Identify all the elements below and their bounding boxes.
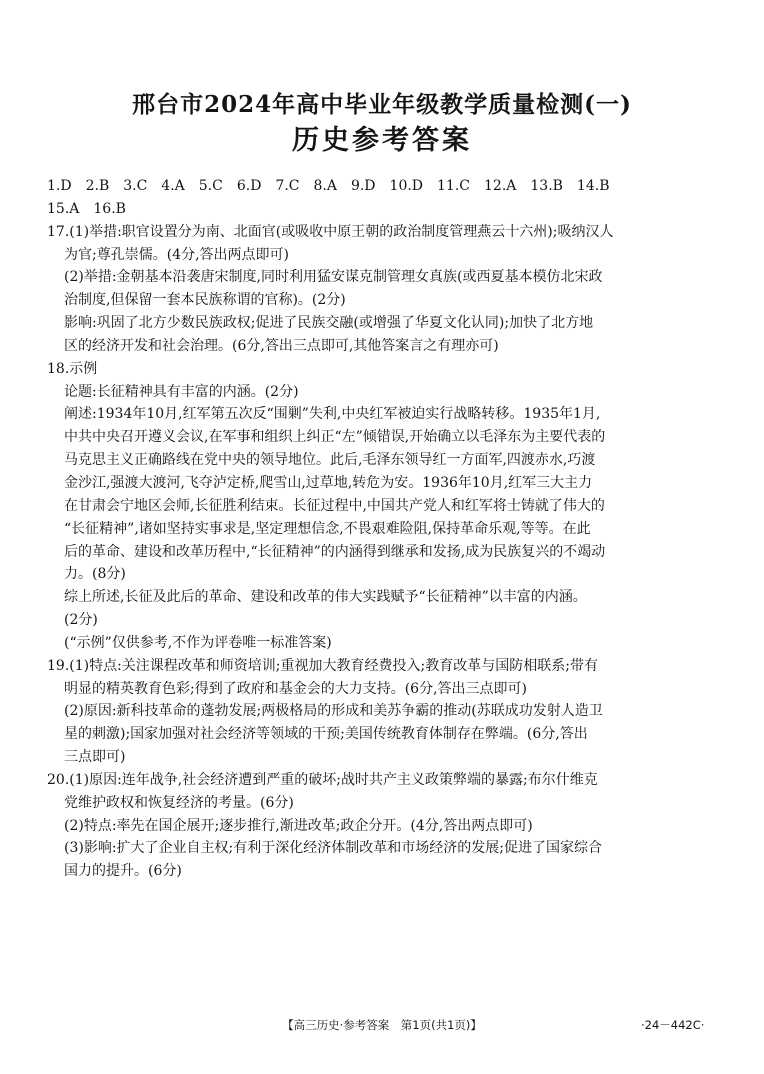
page-footer: 【高三历史·参考答案 第1页(共1页)】 — [282, 1018, 482, 1032]
document-subtitle: 历史参考答案 — [292, 125, 472, 156]
answer-line-q18: 综上所述,长征及此后的革命、建设和改革的伟大实践赋予“长征精神”以丰富的内涵。 — [64, 589, 587, 606]
answer-line-q17: 区的经济开发和社会治理。(6分,答出三点即可,其他答案言之有理亦可) — [64, 337, 499, 354]
answer-line-q20: 党维护政权和恢复经济的考量。(6分) — [64, 794, 294, 811]
answer-line-q17: 为官;尊孔崇儒。(4分,答出两点即可) — [64, 246, 289, 263]
answer-line-q18: 阐述:1934年10月,红军第五次反“围剿”失利,中央红军被迫实行战略转移。1935年1月, — [64, 406, 601, 423]
paper-code: ·24－442C· — [641, 1018, 705, 1032]
answer-line-q17: 影响:巩固了北方少数民族政权;促进了民族交融(或增强了华夏文化认同);加快了北方地 — [64, 315, 594, 332]
answer-line-q18: 后的革命、建设和改革历程中,“长征精神”的内涵得到继承和发扬,成为民族复兴的不竭动 — [64, 543, 606, 560]
answer-line-q20: (3)影响:扩大了企业自主权;有利于深化经济体制改革和市场经济的发展;促进了国家综合 — [64, 840, 602, 857]
answer-line-q18: 论题:长征精神具有丰富的内涵。(2分) — [64, 383, 299, 400]
answer-line-q19: 星的刺激);国家加强对社会经济等领域的干预;美国传统教育体制存在弊端。(6分,答出 — [64, 726, 588, 743]
answer-line-q18: “长征精神”,诸如坚持实事求是,坚定理想信念,不畏艰难险阻,保持革命乐观,等等。在此 — [64, 520, 591, 537]
answer-line-q18: 马克思主义正确路线在党中央的领导地位。此后,毛泽东领导红一方面军,四渡赤水,巧渡 — [64, 452, 596, 469]
answer-line-choice: 1.D 2.B 3.C 4.A 5.C 6.D 7.C 8.A 9.D 10.D 11.C 12.A 13.B 14.B — [47, 178, 610, 194]
answer-line-q20: 国力的提升。(6分) — [64, 863, 182, 880]
answer-line-q18: 中共中央召开遵义会议,在军事和组织上纠正“左”倾错误,开始确立以毛泽东为主要代表的 — [64, 429, 606, 446]
answer-line-q18: 18.示例 — [47, 360, 98, 377]
answer-line-q17: (2)举措:金朝基本沿袭唐宋制度,同时利用猛安谋克制管理女真族(或西夏基本模仿北宋政 — [64, 269, 603, 286]
answer-line-q18: (2分) — [64, 612, 98, 629]
answer-line-q20: (2)特点:率先在国企展开;逐步推行,渐进改革;政企分开。(4分,答出两点即可) — [64, 817, 533, 834]
answer-line-q18: (“示例”仅供参考,不作为评卷唯一标准答案) — [64, 634, 332, 651]
answer-line-q19: 19.(1)特点:关注课程改革和师资培训;重视加大教育经费投入;教育改革与国防相联系;带有 — [47, 657, 598, 674]
answer-line-q19: 明显的精英教育色彩;得到了政府和基金会的大力支持。(6分,答出三点即可) — [64, 680, 527, 697]
answer-line-q19: (2)原因:新科技革命的蓬勃发展;两极格局的形成和美苏争霸的推动(苏联成功发射人造卫 — [64, 703, 603, 720]
answer-line-q19: 三点即可) — [64, 749, 126, 766]
answer-content — [47, 175, 719, 883]
answer-line-q20: 20.(1)原因:连年战争,社会经济遭到严重的破坏;战时共产主义政策弊端的暴露;布尔什维克 — [47, 771, 598, 788]
answer-line-q18: 力。(8分) — [64, 566, 126, 583]
answer-line-q18: 金沙江,强渡大渡河,飞夺泸定桥,爬雪山,过草地,转危为安。1936年10月,红军三大主力 — [64, 474, 593, 491]
answer-line-q17: 治制度,但保留一套本民族称谓的官称)。(2分) — [64, 292, 346, 309]
document-title: 邢台市2024年高中毕业年级教学质量检测(一) — [132, 91, 632, 118]
answer-line-q18: 在甘肃会宁地区会师,长征胜利结束。长征过程中,中国共产党人和红军将士铸就了伟大的 — [64, 497, 605, 514]
answer-line-q17: 17.(1)举措:职官设置分为南、北面官(或吸收中原王朝的政治制度管理燕云十六州);吸纳汉人 — [47, 223, 614, 240]
answer-line-choice: 15.A 16.B — [47, 200, 126, 217]
